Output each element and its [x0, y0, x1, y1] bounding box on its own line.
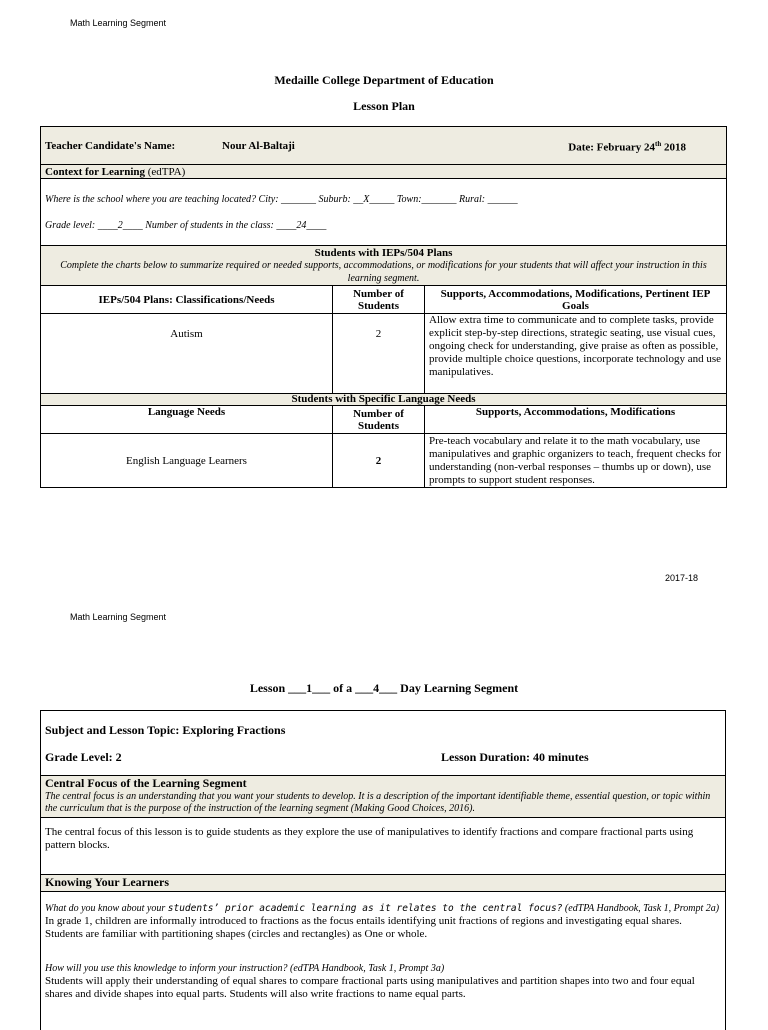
question-part-b: students’ prior academic learning as it relates to the central focus? — [167, 903, 563, 914]
question-part-a: What do you know about your — [45, 903, 168, 914]
question-part-c: (edTPA Handbook, Task 1, Prompt 2a) — [562, 903, 720, 914]
iep-col-count: Number of Students — [333, 286, 425, 314]
date-suffix: th — [655, 139, 662, 148]
document-title: Lesson Plan — [353, 99, 415, 113]
knowing-learners-heading: Knowing Your Learners — [41, 875, 725, 892]
knowing-learners-body — [41, 892, 725, 1001]
language-heading: Students with Specific Language Needs — [41, 394, 727, 406]
lang-col-count: Number of Students — [333, 406, 425, 434]
page-header: Math Learning Segment — [70, 18, 167, 28]
date-year: 2018 — [661, 141, 686, 154]
lesson-sequence: Lesson ___1___ of a ___4___ Day Learning Segment — [249, 681, 519, 695]
candidate-name: Nour Al-Baltaji — [222, 139, 295, 152]
central-focus-title: Central Focus of the Learning Segment — [45, 776, 247, 790]
lang-supports: Pre-teach vocabulary and relate it to the math vocabulary, use manipulatives and graphic organizers to teach, frequent checks for understanding (non-verbal responses – thumbs up or down), use prompts to support student responses. — [425, 434, 727, 488]
iep-title: Students with IEPs/504 Plans — [314, 246, 453, 259]
lang-col-supports: Supports, Accommodations, Modifications — [425, 406, 727, 434]
iep-heading — [41, 246, 727, 286]
lesson-duration: Lesson Duration: 40 minutes — [441, 750, 589, 764]
iep-need: Autism — [41, 314, 333, 394]
date-label: Date: February 24 — [568, 141, 656, 154]
prior-learning-question — [45, 902, 721, 915]
iep-col-needs: IEPs/504 Plans: Classifications/Needs — [41, 286, 333, 314]
lang-count: 2 — [333, 434, 425, 488]
lesson-info-section — [41, 711, 725, 776]
context-title: Context for Learning — [45, 165, 146, 178]
prior-learning-answer: In grade 1, children are informally introduced to fractions as the focus entails identifying unit fractions of regions and investigating equal shares. Students are familiar with partitioning shapes (circles and rectangles) as One or whole. — [45, 915, 682, 940]
instruction-question: How will you use this knowledge to inform your instruction? (edTPA Handbook, Task 1, Prompt 3a) — [45, 963, 445, 974]
context-details — [41, 179, 727, 246]
context-heading — [41, 165, 727, 179]
lang-col-needs: Language Needs — [41, 406, 333, 434]
page-footer: 2017-18 — [664, 573, 698, 583]
central-focus-heading — [41, 776, 725, 818]
subject-topic: Subject and Lesson Topic: Exploring Fractions — [45, 723, 286, 737]
page2-header: Math Learning Segment — [70, 612, 167, 622]
college-title: Medaille College Department of Education — [274, 73, 494, 87]
context-title-suffix: (edTPA) — [145, 165, 186, 178]
context-table — [40, 126, 727, 488]
iep-instruction: Complete the charts below to summarize required or needed supports, accommodations, or modifications for your students that will affect your instruction in this learning segment. — [60, 259, 707, 284]
iep-col-supports: Supports, Accommodations, Modifications, Pertinent IEP Goals — [425, 286, 727, 314]
lesson-date — [568, 140, 686, 154]
candidate-row — [41, 127, 727, 165]
iep-supports: Allow extra time to communicate and to complete tasks, provide explicit step-by-step directions, strategic seating, use visual cues, ongoing check for understanding, give praise as often as possible, provide multiple choice questions, incorporate technology and use manipulatives. — [425, 314, 727, 394]
central-focus-description: The central focus is an understanding that you want your students to develop. It is a description of the important identifiable theme, essential question, or topic within the curriculum that is the purpose of the instruction of the learning segment (Making Good Choices, 2016). — [45, 791, 711, 814]
iep-count: 2 — [333, 314, 425, 394]
school-location-question: Where is the school where you are teaching located? City: _______ Suburb: __X_____ Town:_______ Rural: ______ — [45, 193, 518, 205]
instruction-answer: Students will apply their understanding of equal shares to compare fractional parts using manipulatives and partition shapes into two and four equal shares and divide shapes into equal parts. Students will also write fractions to name equal parts. — [45, 975, 695, 1000]
grade-and-count-line: Grade level: ____2____ Number of students in the class: ____24____ — [45, 219, 327, 231]
grade-level: Grade Level: 2 — [45, 750, 122, 764]
lang-need: English Language Learners — [41, 434, 333, 488]
central-focus-body: The central focus of this lesson is to guide students as they explore the use of manipulatives to identify fractions and compare fractional parts using pattern blocks. — [41, 818, 725, 875]
lesson-plan-box — [40, 710, 726, 1030]
candidate-label: Teacher Candidate's Name: — [45, 139, 176, 152]
